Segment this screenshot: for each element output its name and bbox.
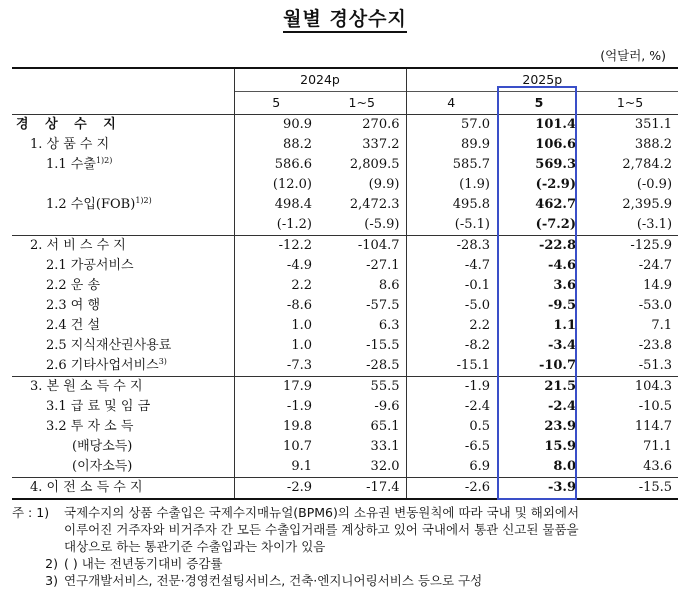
- table-row: [12, 215, 678, 236]
- cell-value: 3.6: [553, 278, 576, 293]
- row-label: [12, 336, 234, 356]
- cell-value: 101.4: [496, 115, 582, 136]
- note-1-line-2: 이루어진 거주자와 비거주자 간 모든 수출입거래를 계상하고 있어 국내에서 통관 신고된 물품을: [64, 522, 579, 537]
- cell-value: -1.9: [406, 377, 496, 398]
- footnote-marker: 3): [158, 357, 167, 366]
- cell-value: -104.7: [318, 236, 406, 257]
- cell-value: 14.9: [643, 278, 673, 293]
- note-2-num: 2): [45, 556, 58, 571]
- row-label: [12, 175, 234, 195]
- cell-value: -0.1: [406, 276, 496, 296]
- cell-value: 106.6: [535, 137, 576, 152]
- cell-value: 1.0: [234, 336, 318, 356]
- cell-value: (12.0): [234, 175, 318, 195]
- cell-value: 57.0: [406, 115, 496, 136]
- row-label-text: 1. 상 품 수 지: [30, 137, 110, 152]
- cell-value: 462.7: [535, 197, 576, 212]
- cell-value: -8.2: [406, 336, 496, 356]
- cell-value: 0.5: [406, 417, 496, 437]
- table-row: [12, 478, 678, 500]
- row-label: [12, 195, 234, 215]
- cell-value: -24.7: [638, 258, 673, 273]
- footnotes: [12, 504, 682, 589]
- cell-value: 8.0: [553, 459, 576, 474]
- cell-value: (1.9): [406, 175, 496, 195]
- cell-value: -15.5: [582, 478, 678, 500]
- row-label-text: 2.6 기타사업서비스: [46, 358, 159, 373]
- header-2024p: 2024p: [234, 68, 406, 92]
- cell-value: 9.1: [234, 457, 318, 478]
- row-label-text: 1.1 수출: [46, 157, 96, 172]
- cell-value: -2.4: [406, 397, 496, 417]
- cell-value: -3.4: [547, 338, 576, 353]
- cell-value: (-1.2): [234, 215, 318, 236]
- cell-value: 2,784.2: [622, 157, 673, 172]
- cell-value: -4.9: [234, 256, 318, 276]
- row-label: [12, 215, 234, 236]
- cell-value: -2.9: [234, 478, 318, 500]
- table-row: [12, 457, 678, 478]
- cell-value: 19.8: [234, 417, 318, 437]
- row-label: [12, 296, 234, 316]
- cell-value: -10.7: [538, 358, 576, 373]
- cell-value: 2,395.9: [622, 197, 673, 212]
- cell-value: -8.6: [234, 296, 318, 316]
- cell-value: (-5.9): [364, 217, 400, 232]
- cell-value: 23.9: [544, 419, 576, 434]
- cell-value: 32.0: [370, 459, 400, 474]
- cell-value: -3.9: [496, 478, 582, 500]
- page-title: 월별 경상수지: [0, 4, 690, 31]
- cell-value: 270.6: [318, 115, 406, 136]
- cell-value: 89.9: [406, 135, 496, 155]
- note-3: 연구개발서비스, 전문·경영컨설팅서비스, 건축·엔지니어링서비스 등으로 구성: [64, 573, 483, 588]
- cell-value: 65.1: [370, 419, 400, 434]
- table-row: [12, 276, 678, 296]
- row-label-text: 2.3 여 행: [46, 298, 101, 313]
- cell-value: -17.4: [318, 478, 406, 500]
- table-row: [12, 377, 678, 398]
- row-label-text: 4. 이 전 소 득 수 지: [30, 480, 143, 495]
- header-col: 1~5: [582, 92, 678, 115]
- cell-value: -51.3: [638, 358, 673, 373]
- header-row-years: [12, 68, 678, 92]
- note-prefix: 주 : 1): [12, 505, 50, 520]
- row-label-text: 3.1 급 료 및 임 금: [46, 399, 151, 414]
- row-label: [12, 377, 234, 398]
- cell-value: 33.1: [370, 439, 400, 454]
- table-row: [12, 417, 678, 437]
- header-col: 4: [406, 92, 496, 115]
- header-col: 5: [496, 92, 582, 115]
- row-label-text: (배당소득): [72, 439, 133, 454]
- cell-value: (-5.1): [406, 215, 496, 236]
- note-1-line-1: 국제수지의 상품 수출입은 국제수지매뉴얼(BPM6)의 소유권 변동원칙에 따라 국내 및 해외에서: [64, 505, 580, 520]
- note-2: ( ) 내는 전년동기대비 증감률: [64, 556, 223, 571]
- cell-value: 43.6: [643, 459, 673, 474]
- header-col: 1~5: [318, 92, 406, 115]
- cell-value: 55.5: [318, 377, 406, 398]
- note-3-num: 3): [45, 573, 58, 588]
- table-row: [12, 236, 678, 257]
- cell-value: 569.3: [535, 157, 576, 172]
- cell-value: -4.7: [406, 256, 496, 276]
- row-label-text: 1.2 수입(FOB): [46, 197, 136, 212]
- table-row: [12, 296, 678, 316]
- cell-value: -23.8: [638, 338, 673, 353]
- row-label-text: 3. 본 원 소 득 수 지: [30, 379, 143, 394]
- unit-label: (억달러, %): [600, 48, 666, 63]
- row-label-text: 2.5 지식재산권사용료: [46, 338, 172, 353]
- cell-value: 1.0: [234, 316, 318, 336]
- cell-value: -9.6: [374, 399, 400, 414]
- cell-value: -2.6: [406, 478, 496, 500]
- cell-value: 71.1: [643, 439, 673, 454]
- cell-value: -9.5: [547, 298, 576, 313]
- table-row: [12, 195, 678, 215]
- cell-value: -2.4: [547, 399, 576, 414]
- cell-value: 2.2: [234, 276, 318, 296]
- cell-value: (-0.9): [636, 177, 673, 192]
- table-row: [12, 115, 678, 136]
- cell-value: 337.2: [362, 137, 400, 152]
- table-row: [12, 155, 678, 175]
- cell-value: -57.5: [366, 298, 400, 313]
- cell-value: -1.9: [234, 397, 318, 417]
- cell-value: 2.2: [406, 316, 496, 336]
- row-label: [12, 417, 234, 437]
- cell-value: -28.5: [366, 358, 400, 373]
- cell-value: 8.6: [378, 278, 400, 293]
- cell-value: (-2.9): [535, 177, 576, 192]
- table-row: [12, 175, 678, 195]
- cell-value: -53.0: [638, 298, 673, 313]
- cell-value: 104.3: [582, 377, 678, 398]
- row-label-text: 2.1 가공서비스: [46, 258, 134, 273]
- table-row: [12, 316, 678, 336]
- row-label: [12, 478, 234, 500]
- cell-value: 6.9: [406, 457, 496, 478]
- cell-value: (-3.1): [636, 217, 673, 232]
- cell-value: 2,472.3: [349, 197, 400, 212]
- note-1-line-3: 대상으로 하는 통관기준 수출입과는 차이가 있음: [64, 539, 326, 554]
- cell-value: 15.9: [544, 439, 576, 454]
- cell-value: 88.2: [234, 135, 318, 155]
- row-label-text: 2.2 운 송: [46, 278, 101, 293]
- cell-value: 21.5: [496, 377, 582, 398]
- cell-value: -6.5: [406, 437, 496, 457]
- header-2025p: 2025p: [406, 68, 678, 92]
- row-label-text: 경 상 수 지: [16, 117, 122, 132]
- row-label: [12, 276, 234, 296]
- cell-value: -28.3: [406, 236, 496, 257]
- row-label-text: (이자소득): [72, 459, 133, 474]
- table-row: [12, 256, 678, 276]
- cell-value: -12.2: [234, 236, 318, 257]
- row-label: [12, 457, 234, 478]
- cell-value: (9.9): [368, 177, 400, 192]
- row-label: [12, 115, 234, 136]
- row-label: [12, 316, 234, 336]
- cell-value: 17.9: [234, 377, 318, 398]
- footnote-marker: 1)2): [135, 196, 152, 205]
- cell-value: -5.0: [406, 296, 496, 316]
- cell-value: -27.1: [366, 258, 400, 273]
- cell-value: 388.2: [634, 137, 673, 152]
- cell-value: 351.1: [582, 115, 678, 136]
- table-row: [12, 135, 678, 155]
- table-row: [12, 336, 678, 356]
- cell-value: 498.4: [234, 195, 318, 215]
- row-label: [12, 437, 234, 457]
- row-label-text: 2. 서 비 스 수 지: [30, 238, 126, 253]
- row-label: [12, 135, 234, 155]
- cell-value: 495.8: [406, 195, 496, 215]
- row-label: [12, 356, 234, 377]
- cell-value: -7.3: [234, 356, 318, 377]
- table-row: [12, 437, 678, 457]
- row-label: [12, 236, 234, 257]
- cell-value: 10.7: [234, 437, 318, 457]
- current-account-table: [12, 67, 678, 500]
- cell-value: 586.6: [234, 155, 318, 175]
- cell-value: -4.6: [547, 258, 576, 273]
- header-col: 5: [234, 92, 318, 115]
- row-label-text: 2.4 건 설: [46, 318, 101, 333]
- row-label: [12, 397, 234, 417]
- footnote-marker: 1)2): [95, 156, 113, 165]
- cell-value: 2,809.5: [349, 157, 400, 172]
- row-label: [12, 155, 234, 175]
- row-label-text: 3.2 투 자 소 득: [46, 419, 134, 434]
- cell-value: -10.5: [638, 399, 673, 414]
- row-label: [12, 256, 234, 276]
- cell-value: 1.1: [553, 318, 576, 333]
- table-row: [12, 356, 678, 377]
- cell-value: 7.1: [651, 318, 673, 333]
- cell-value: 90.9: [234, 115, 318, 136]
- table-row: [12, 397, 678, 417]
- cell-value: -15.1: [406, 356, 496, 377]
- cell-value: (-7.2): [535, 217, 576, 232]
- cell-value: 114.7: [634, 419, 673, 434]
- cell-value: -125.9: [582, 236, 678, 257]
- cell-value: 6.3: [378, 318, 400, 333]
- cell-value: -15.5: [366, 338, 400, 353]
- cell-value: -22.8: [496, 236, 582, 257]
- cell-value: 585.7: [406, 155, 496, 175]
